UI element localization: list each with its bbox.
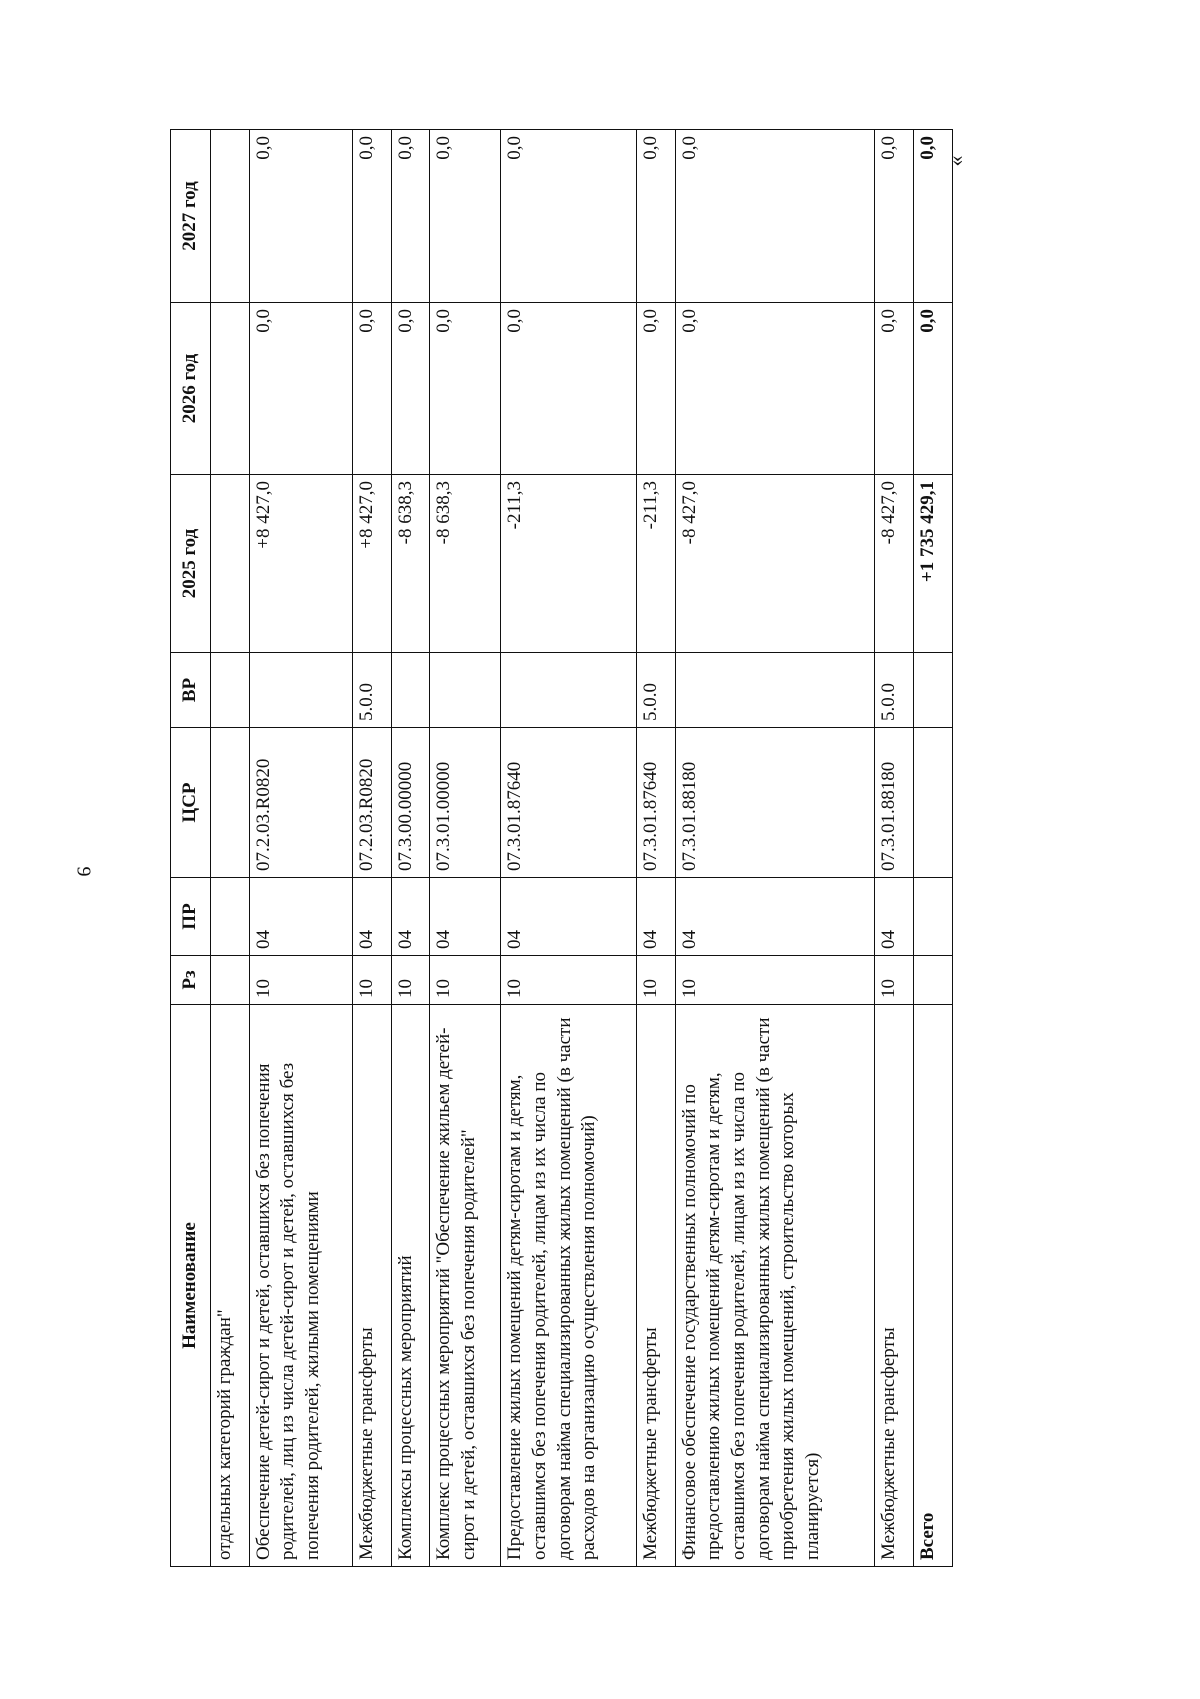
cell-csr bbox=[211, 728, 250, 878]
cell-y2027: 0,0 bbox=[249, 130, 352, 303]
cell-y2025: +8 427,0 bbox=[249, 475, 352, 653]
header-csr: ЦСР bbox=[171, 728, 211, 878]
cell-y2026: 0,0 bbox=[430, 303, 501, 475]
cell-rz bbox=[914, 956, 953, 1005]
cell-vr bbox=[249, 653, 352, 728]
cell-pr: 04 bbox=[249, 878, 352, 956]
closing-quote: » bbox=[947, 155, 973, 167]
cell-name: Комплексы процессных мероприятий bbox=[391, 1005, 430, 1567]
table-row bbox=[391, 130, 430, 1567]
cell-csr: 07.3.01.87640 bbox=[636, 728, 675, 878]
cell-csr bbox=[914, 728, 953, 878]
cell-y2026: 0,0 bbox=[875, 303, 914, 475]
cell-name: Межбюджетные трансферты bbox=[636, 1005, 675, 1567]
cell-y2025: +8 427,0 bbox=[352, 475, 391, 653]
cell-y2025: -8 638,3 bbox=[430, 475, 501, 653]
cell-y2026: 0,0 bbox=[914, 303, 953, 475]
table-row bbox=[675, 130, 875, 1567]
cell-rz: 10 bbox=[430, 956, 501, 1005]
cell-y2026: 0,0 bbox=[249, 303, 352, 475]
header-vr: ВР bbox=[171, 653, 211, 728]
cell-vr bbox=[391, 653, 430, 728]
cell-name: Предоставление жилых помещений детям-сиротам и детям, оставшимся без попечения родителей, лицам из их числа по договорам найма специализированных жилых помещений (в части расходов на организацию осуществления полномочий) bbox=[501, 1005, 636, 1567]
cell-vr: 5.0.0 bbox=[875, 653, 914, 728]
table-row bbox=[914, 130, 953, 1567]
header-pr: ПР bbox=[171, 878, 211, 956]
cell-y2025: +1 735 429,1 bbox=[914, 475, 953, 653]
cell-y2027: 0,0 bbox=[430, 130, 501, 303]
table-row bbox=[501, 130, 636, 1567]
cell-rz: 10 bbox=[249, 956, 352, 1005]
cell-csr: 07.3.01.88180 bbox=[675, 728, 875, 878]
table-row bbox=[636, 130, 675, 1567]
cell-rz: 10 bbox=[391, 956, 430, 1005]
table-row bbox=[249, 130, 352, 1567]
cell-y2025: -211,3 bbox=[501, 475, 636, 653]
cell-rz: 10 bbox=[352, 956, 391, 1005]
header-2025: 2025 год bbox=[171, 475, 211, 653]
header-2027: 2027 год bbox=[171, 130, 211, 303]
cell-vr bbox=[914, 653, 953, 728]
cell-name: Межбюджетные трансферты bbox=[875, 1005, 914, 1567]
cell-y2025: -8 638,3 bbox=[391, 475, 430, 653]
cell-pr: 04 bbox=[391, 878, 430, 956]
table-body bbox=[211, 130, 953, 1567]
cell-y2027: 0,0 bbox=[636, 130, 675, 303]
cell-y2027: 0,0 bbox=[914, 130, 953, 303]
cell-pr: 04 bbox=[636, 878, 675, 956]
cell-name: Всего bbox=[914, 1005, 953, 1567]
cell-y2025: -8 427,0 bbox=[675, 475, 875, 653]
cell-pr: 04 bbox=[675, 878, 875, 956]
cell-rz: 10 bbox=[675, 956, 875, 1005]
table-rotated-container bbox=[170, 130, 953, 1567]
cell-name: Финансовое обеспечение государственных полномочий по предоставлению жилых помещений детям-сиротам и детям, оставшимся без попечения родителей, лицам из их числа по договорам найма специализированных жилых помещений (в части приобретения жилых помещений, строительство которых планируется) bbox=[675, 1005, 875, 1567]
cell-csr: 07.3.01.88180 bbox=[875, 728, 914, 878]
cell-pr: 04 bbox=[352, 878, 391, 956]
header-2026: 2026 год bbox=[171, 303, 211, 475]
cell-vr bbox=[675, 653, 875, 728]
cell-vr bbox=[501, 653, 636, 728]
cell-rz: 10 bbox=[636, 956, 675, 1005]
cell-y2027: 0,0 bbox=[675, 130, 875, 303]
cell-y2026: 0,0 bbox=[352, 303, 391, 475]
cell-name: Межбюджетные трансферты bbox=[352, 1005, 391, 1567]
cell-rz: 10 bbox=[875, 956, 914, 1005]
cell-pr: 04 bbox=[501, 878, 636, 956]
cell-rz bbox=[211, 956, 250, 1005]
cell-y2027: 0,0 bbox=[875, 130, 914, 303]
cell-name: Комплекс процессных мероприятий "Обеспечение жильем детей-сирот и детей, оставшихся без попечения родителей" bbox=[430, 1005, 501, 1567]
cell-y2027 bbox=[211, 130, 250, 303]
table-row bbox=[430, 130, 501, 1567]
cell-csr: 07.3.00.00000 bbox=[391, 728, 430, 878]
cell-pr bbox=[914, 878, 953, 956]
cell-pr bbox=[211, 878, 250, 956]
cell-y2026: 0,0 bbox=[391, 303, 430, 475]
cell-y2026: 0,0 bbox=[501, 303, 636, 475]
table-row bbox=[875, 130, 914, 1567]
cell-y2026 bbox=[211, 303, 250, 475]
cell-y2027: 0,0 bbox=[352, 130, 391, 303]
cell-csr: 07.2.03.R0820 bbox=[249, 728, 352, 878]
budget-table bbox=[170, 129, 953, 1567]
cell-vr: 5.0.0 bbox=[636, 653, 675, 728]
cell-name: отдельных категорий граждан" bbox=[211, 1005, 250, 1567]
cell-y2027: 0,0 bbox=[501, 130, 636, 303]
cell-name: Обеспечение детей-сирот и детей, оставшихся без попечения родителей, лиц из числа детей-сирот и детей, оставшихся без попечения родителей, жилыми помещениями bbox=[249, 1005, 352, 1567]
cell-pr: 04 bbox=[875, 878, 914, 956]
cell-y2025: -211,3 bbox=[636, 475, 675, 653]
cell-y2026: 0,0 bbox=[675, 303, 875, 475]
table-row bbox=[211, 130, 250, 1567]
cell-rz: 10 bbox=[501, 956, 636, 1005]
page-number: 9 bbox=[72, 866, 95, 877]
header-name: Наименование bbox=[171, 1005, 211, 1567]
cell-csr: 07.3.01.87640 bbox=[501, 728, 636, 878]
table-row bbox=[352, 130, 391, 1567]
cell-vr bbox=[430, 653, 501, 728]
header-rz: Рз bbox=[171, 956, 211, 1005]
cell-pr: 04 bbox=[430, 878, 501, 956]
table-header-row bbox=[171, 130, 211, 1567]
cell-csr: 07.3.01.00000 bbox=[430, 728, 501, 878]
cell-csr: 07.2.03.R0820 bbox=[352, 728, 391, 878]
cell-y2027: 0,0 bbox=[391, 130, 430, 303]
cell-y2025: -8 427,0 bbox=[875, 475, 914, 653]
cell-y2026: 0,0 bbox=[636, 303, 675, 475]
cell-vr bbox=[211, 653, 250, 728]
cell-y2025 bbox=[211, 475, 250, 653]
cell-vr: 5.0.0 bbox=[352, 653, 391, 728]
